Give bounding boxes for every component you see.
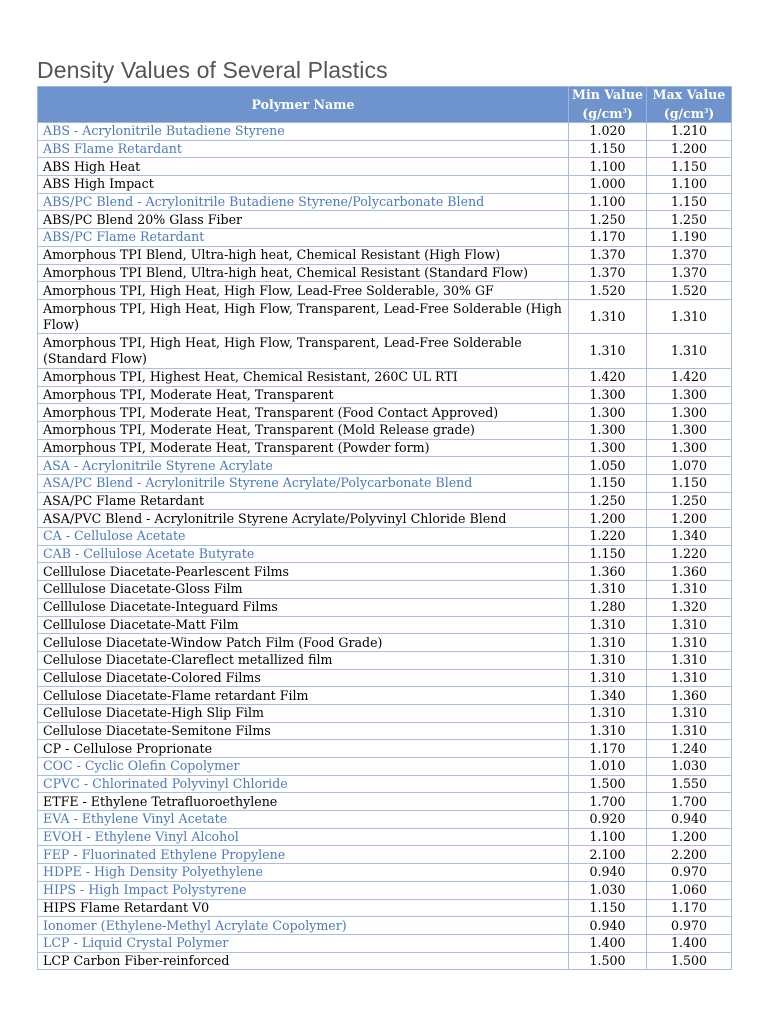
min-value-cell: 1.150 [569,140,647,158]
min-value-cell: 1.300 [569,386,647,404]
min-value-cell: 1.310 [569,334,647,369]
table-row [38,899,732,917]
header-max-unit [664,106,715,121]
max-value-cell: 1.240 [647,740,732,758]
min-value-cell: 1.000 [569,176,647,194]
min-value-cell: 1.300 [569,421,647,439]
polymer-name-link[interactable]: ASA/PC Blend - Acrylonitrile Styrene Acrylate/Polycarbonate Blend [38,475,569,493]
polymer-name: ABS High Heat [38,158,569,176]
polymer-name-link[interactable]: CPVC - Chlorinated Polyvinyl Chloride [38,775,569,793]
table-row [38,404,732,422]
polymer-name: Celllulose Diacetate-Integuard Films [38,598,569,616]
max-value-cell: 1.170 [647,899,732,917]
table-row [38,386,732,404]
polymer-name: Amorphous TPI Blend, Ultra-high heat, Chemical Resistant (High Flow) [38,246,569,264]
table-row [38,740,732,758]
polymer-name-link[interactable]: ABS Flame Retardant [38,140,569,158]
polymer-name-link[interactable]: COC - Cyclic Olefin Copolymer [38,758,569,776]
min-value-cell: 1.370 [569,246,647,264]
min-value-cell: 1.310 [569,651,647,669]
min-value-cell: 1.100 [569,828,647,846]
polymer-name: ABS High Impact [38,176,569,194]
header-min-unit [582,106,633,121]
table-row [38,775,732,793]
table-row [38,528,732,546]
table-row [38,616,732,634]
table-row [38,545,732,563]
min-value-cell: 1.500 [569,775,647,793]
polymer-name: Amorphous TPI, Moderate Heat, Transparent [38,386,569,404]
polymer-name-link[interactable]: HIPS - High Impact Polystyrene [38,881,569,899]
unit-text: (g/cm [582,105,623,121]
min-value-cell: 1.150 [569,545,647,563]
table-row [38,193,732,211]
unit-sup: 3 [622,107,627,115]
table-row [38,123,732,141]
min-value-cell: 1.010 [569,758,647,776]
max-value-cell: 1.400 [647,934,732,952]
table-row [38,475,732,493]
max-value-cell: 1.310 [647,616,732,634]
polymer-name-link[interactable]: Ionomer (Ethylene-Methyl Acrylate Copolymer) [38,917,569,935]
polymer-name: LCP Carbon Fiber-reinforced [38,952,569,970]
min-value-cell: 0.940 [569,864,647,882]
header-max-value [647,87,732,123]
table-row [38,246,732,264]
header-polymer-name: Polymer Name [38,87,569,123]
max-value-cell: 1.200 [647,510,732,528]
max-value-cell: 1.300 [647,386,732,404]
min-value-cell: 1.220 [569,528,647,546]
max-value-cell: 1.310 [647,334,732,369]
max-value-cell: 1.550 [647,775,732,793]
max-value-cell: 1.190 [647,229,732,247]
polymer-name-link[interactable]: FEP - Fluorinated Ethylene Propylene [38,846,569,864]
table-row [38,264,732,282]
polymer-name: Cellulose Diacetate-Semitone Films [38,722,569,740]
table-row [38,334,732,369]
table-row [38,811,732,829]
max-value-cell: 1.320 [647,598,732,616]
polymer-name: Amorphous TPI, Moderate Heat, Transparent (Powder form) [38,439,569,457]
max-value-cell: 1.300 [647,404,732,422]
max-value-cell: 1.310 [647,634,732,652]
polymer-name-link[interactable]: CA - Cellulose Acetate [38,528,569,546]
header-min-label: Min Value [572,87,643,103]
polymer-name: Cellulose Diacetate-High Slip Film [38,704,569,722]
min-value-cell: 1.420 [569,368,647,386]
min-value-cell: 1.020 [569,123,647,141]
polymer-name: Cellulose Diacetate-Flame retardant Film [38,687,569,705]
polymer-name: ASA/PVC Blend - Acrylonitrile Styrene Acrylate/Polyvinyl Chloride Blend [38,510,569,528]
max-value-cell: 1.250 [647,492,732,510]
max-value-cell: 1.100 [647,176,732,194]
min-value-cell: 1.400 [569,934,647,952]
min-value-cell: 1.170 [569,740,647,758]
min-value-cell: 1.200 [569,510,647,528]
max-value-cell: 1.060 [647,881,732,899]
min-value-cell: 1.310 [569,634,647,652]
max-value-cell: 1.210 [647,123,732,141]
polymer-name: Celllulose Diacetate-Matt Film [38,616,569,634]
min-value-cell: 1.370 [569,264,647,282]
max-value-cell: 1.070 [647,457,732,475]
density-table [37,86,732,970]
table-row [38,510,732,528]
max-value-cell: 0.970 [647,864,732,882]
polymer-name: Amorphous TPI, High Heat, High Flow, Transparent, Lead-Free Solderable (High Flow) [38,299,569,334]
min-value-cell: 0.920 [569,811,647,829]
max-value-cell: 1.310 [647,722,732,740]
polymer-name: ETFE - Ethylene Tetrafluoroethylene [38,793,569,811]
polymer-name-link[interactable]: EVOH - Ethylene Vinyl Alcohol [38,828,569,846]
polymer-name: Amorphous TPI, High Heat, High Flow, Transparent, Lead-Free Solderable (Standard Flow) [38,334,569,369]
polymer-name-link[interactable]: ABS/PC Blend - Acrylonitrile Butadiene Styrene/Polycarbonate Blend [38,193,569,211]
max-value-cell: 0.940 [647,811,732,829]
table-row [38,229,732,247]
min-value-cell: 1.030 [569,881,647,899]
min-value-cell: 1.250 [569,211,647,229]
table-row [38,581,732,599]
max-value-cell: 1.300 [647,421,732,439]
polymer-name: Cellulose Diacetate-Window Patch Film (Food Grade) [38,634,569,652]
table-row [38,687,732,705]
unit-close: ) [708,105,715,121]
min-value-cell: 1.100 [569,193,647,211]
min-value-cell: 1.310 [569,722,647,740]
table-row [38,282,732,300]
min-value-cell: 1.310 [569,669,647,687]
max-value-cell: 1.150 [647,158,732,176]
polymer-name: ASA/PC Flame Retardant [38,492,569,510]
max-value-cell: 1.420 [647,368,732,386]
min-value-cell: 1.150 [569,899,647,917]
table-row [38,634,732,652]
min-value-cell: 1.310 [569,581,647,599]
table-row [38,864,732,882]
table-row [38,651,732,669]
polymer-name: Celllulose Diacetate-Pearlescent Films [38,563,569,581]
max-value-cell: 1.220 [647,545,732,563]
min-value-cell: 1.700 [569,793,647,811]
unit-sup: 3 [704,107,709,115]
table-row [38,793,732,811]
max-value-cell: 1.300 [647,439,732,457]
min-value-cell: 0.940 [569,917,647,935]
table-row [38,140,732,158]
polymer-name: Amorphous TPI, Moderate Heat, Transparent (Mold Release grade) [38,421,569,439]
polymer-name: Amorphous TPI, High Heat, High Flow, Lead-Free Solderable, 30% GF [38,282,569,300]
polymer-name: ABS/PC Blend 20% Glass Fiber [38,211,569,229]
max-value-cell: 1.310 [647,299,732,334]
polymer-name: Amorphous TPI, Moderate Heat, Transparent (Food Contact Approved) [38,404,569,422]
polymer-name: CP - Cellulose Proprionate [38,740,569,758]
max-value-cell: 1.360 [647,563,732,581]
min-value-cell: 1.150 [569,475,647,493]
table-row [38,492,732,510]
polymer-name-link[interactable]: HDPE - High Density Polyethylene [38,864,569,882]
min-value-cell: 1.310 [569,704,647,722]
table-row [38,421,732,439]
table-row [38,846,732,864]
max-value-cell: 1.360 [647,687,732,705]
unit-text: (g/cm [663,105,705,121]
table-row [38,704,732,722]
table-row [38,563,732,581]
polymer-name-link[interactable]: ASA - Acrylonitrile Styrene Acrylate [38,457,569,475]
polymer-name-link[interactable]: CAB - Cellulose Acetate Butyrate [38,545,569,563]
max-value-cell: 2.200 [647,846,732,864]
min-value-cell: 1.300 [569,439,647,457]
min-value-cell: 1.520 [569,282,647,300]
table-row [38,828,732,846]
polymer-name: Celllulose Diacetate-Gloss Film [38,581,569,599]
table-row [38,722,732,740]
min-value-cell: 1.300 [569,404,647,422]
polymer-name-link[interactable]: ABS - Acrylonitrile Butadiene Styrene [38,123,569,141]
polymer-name-link[interactable]: LCP - Liquid Crystal Polymer [38,934,569,952]
min-value-cell: 2.100 [569,846,647,864]
table-row [38,917,732,935]
max-value-cell: 1.150 [647,193,732,211]
page-title: Density Values of Several Plastics [37,57,388,84]
table-row [38,934,732,952]
table-row [38,211,732,229]
table-row [38,299,732,334]
max-value-cell: 1.310 [647,581,732,599]
min-value-cell: 1.250 [569,492,647,510]
max-value-cell: 1.700 [647,793,732,811]
min-value-cell: 1.310 [569,616,647,634]
max-value-cell: 1.150 [647,475,732,493]
min-value-cell: 1.360 [569,563,647,581]
min-value-cell: 1.500 [569,952,647,970]
table-row [38,158,732,176]
table-row [38,457,732,475]
min-value-cell: 1.050 [569,457,647,475]
table-row [38,439,732,457]
polymer-name: Amorphous TPI Blend, Ultra-high heat, Chemical Resistant (Standard Flow) [38,264,569,282]
header-max-label: Max Value [652,87,726,103]
table-row [38,669,732,687]
max-value-cell: 1.310 [647,669,732,687]
unit-close: ) [626,105,633,121]
max-value-cell: 0.970 [647,917,732,935]
max-value-cell: 1.030 [647,758,732,776]
table-row [38,598,732,616]
polymer-name: HIPS Flame Retardant V0 [38,899,569,917]
min-value-cell: 1.310 [569,299,647,334]
min-value-cell: 1.280 [569,598,647,616]
table-header-row [38,87,732,123]
max-value-cell: 1.370 [647,264,732,282]
max-value-cell: 1.520 [647,282,732,300]
max-value-cell: 1.310 [647,651,732,669]
table-row [38,881,732,899]
max-value-cell: 1.200 [647,828,732,846]
max-value-cell: 1.500 [647,952,732,970]
min-value-cell: 1.100 [569,158,647,176]
table-row [38,758,732,776]
table-row [38,176,732,194]
polymer-name: Amorphous TPI, Highest Heat, Chemical Resistant, 260C UL RTI [38,368,569,386]
max-value-cell: 1.250 [647,211,732,229]
polymer-name-link[interactable]: ABS/PC Flame Retardant [38,229,569,247]
polymer-name: Cellulose Diacetate-Colored Films [38,669,569,687]
min-value-cell: 1.170 [569,229,647,247]
max-value-cell: 1.200 [647,140,732,158]
max-value-cell: 1.340 [647,528,732,546]
table-row [38,952,732,970]
header-min-value [569,87,647,123]
polymer-name: Cellulose Diacetate-Clareflect metallized film [38,651,569,669]
polymer-name-link[interactable]: EVA - Ethylene Vinyl Acetate [38,811,569,829]
max-value-cell: 1.370 [647,246,732,264]
max-value-cell: 1.310 [647,704,732,722]
table-row [38,368,732,386]
min-value-cell: 1.340 [569,687,647,705]
